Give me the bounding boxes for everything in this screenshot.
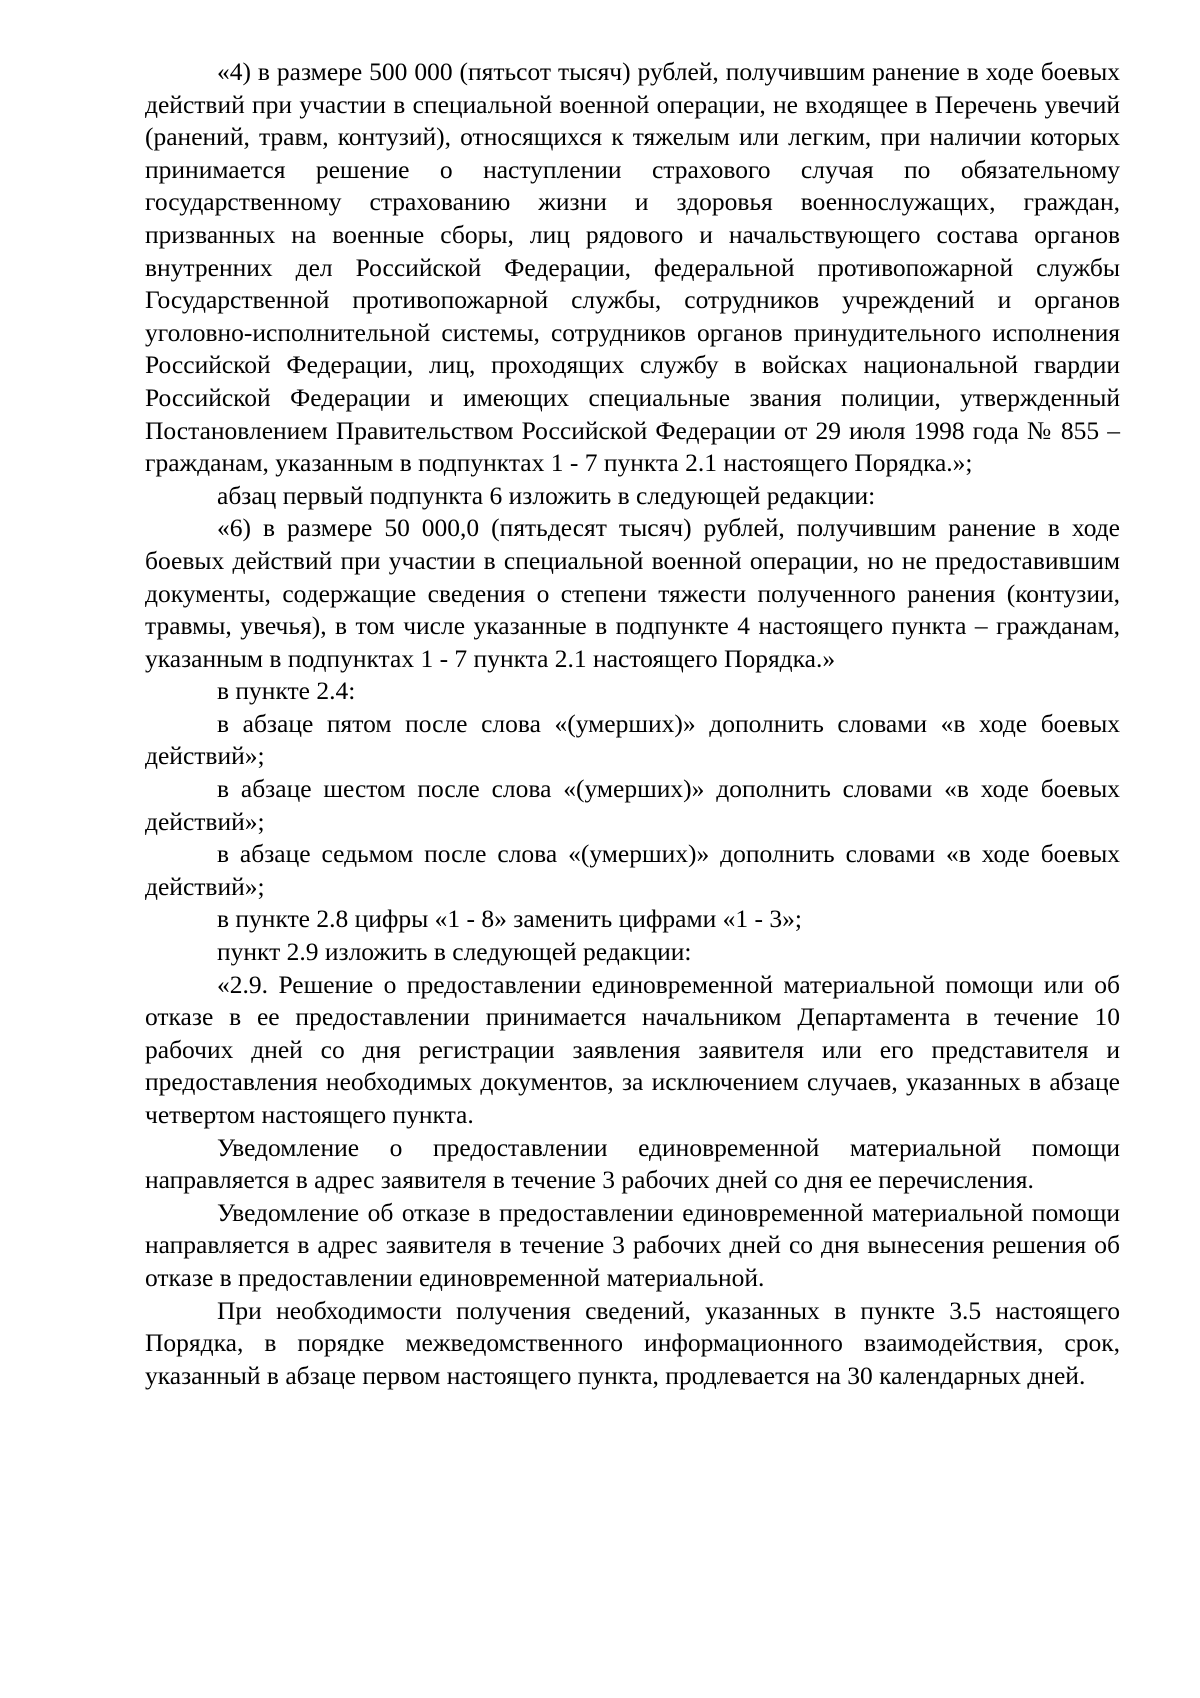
paragraph-abzac-5: в абзаце пятом после слова «(умерших)» дополнить словами «в ходе боевых действий»; bbox=[145, 708, 1120, 771]
paragraph-subpoint-4: «4) в размере 500 000 (пятьсот тысяч) рублей, получившим ранение в ходе боевых действий при участии в специальной военной операции, не входящее в Перечень увечий (ранений, травм, контузий), относящихся к тяжелым или легким, при наличии которых принимается решение о наступлении страхового случая по обязательному государственному страхованию жизни и здоровья военнослужащих, граждан, призванных на военные сборы, лиц рядового и начальствующего состава органов внутренних дел Российской Федерации, федеральной противопожарной службы Государственной противопожарной службы, сотрудников учреждений и органов уголовно-исполнительной системы, сотрудников органов принудительного исполнения Российской Федерации, лиц, проходящих службу в войсках национальной гвардии Российской Федерации и имеющих специальные звания полиции, утвержденный Постановлением Правительством Российской Федерации от 29 июля 1998 года № 855 – гражданам, указанным в подпунктах 1 - 7 пункта 2.1 настоящего Порядка.»; bbox=[145, 57, 1120, 478]
paragraph-point-2-9-intro: пункт 2.9 изложить в следующей редакции: bbox=[217, 937, 692, 967]
paragraph-extension: При необходимости получения сведений, указанных в пункте 3.5 настоящего Порядка, в порядке межведомственного информационного взаимодействия, срок, указанный в абзаце первом настоящего пункта, продлевается на 30 календарных дней. bbox=[145, 1295, 1120, 1390]
paragraph-abzac-7: в абзаце седьмом после слова «(умерших)» дополнить словами «в ходе боевых действий»; bbox=[145, 839, 1120, 901]
document-body bbox=[145, 56, 1120, 1392]
paragraph-point-2-9: «2.9. Решение о предоставлении единовременной материальной помощи или об отказе в ее предоставлении принимается начальником Департамента в течение 10 рабочих дней со дня регистрации заявления заявителя или его представителя и предоставления необходимых документов, за исключением случаев, указанных в абзаце четвертом настоящего пункта. bbox=[145, 969, 1120, 1129]
paragraph-point-2-4: в пункте 2.4: bbox=[217, 676, 356, 706]
paragraph-amend-subpoint-6: абзац первый подпункта 6 изложить в следующей редакции: bbox=[217, 480, 876, 510]
paragraph-point-2-8: в пункте 2.8 цифры «1 - 8» заменить цифрами «1 - 3»; bbox=[217, 904, 802, 934]
paragraph-subpoint-6: «6) в размере 50 000,0 (пятьдесят тысяч) рублей, получившим ранение в ходе боевых действий при участии в специальной военной операции, но не предоставившим документы, содержащие сведения о степени тяжести полученного ранения (контузии, травмы, увечья), в том числе указанные в подпункте 4 настоящего пункта – гражданам, указанным в подпунктах 1 - 7 пункта 2.1 настоящего Порядка.» bbox=[145, 513, 1120, 673]
paragraph-notice-grant: Уведомление о предоставлении единовременной материальной помощи направляется в адрес заявителя в течение 3 рабочих дней со дня ее перечисления. bbox=[145, 1132, 1120, 1195]
paragraph-notice-refusal: Уведомление об отказе в предоставлении единовременной материальной помощи направляется в адрес заявителя в течение 3 рабочих дней со дня вынесения решения об отказе в предоставлении единовременной материальной. bbox=[145, 1197, 1120, 1292]
paragraph-abzac-6: в абзаце шестом после слова «(умерших)» дополнить словами «в ходе боевых действий»; bbox=[145, 774, 1120, 836]
